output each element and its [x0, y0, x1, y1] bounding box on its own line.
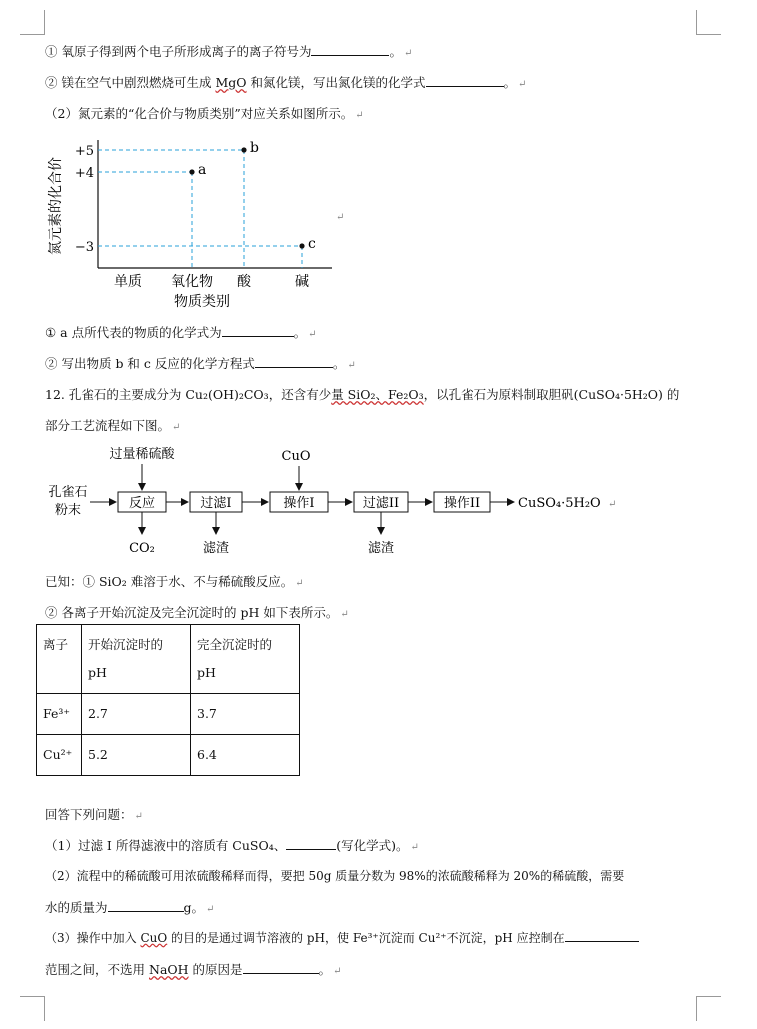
answer-blank[interactable] [255, 355, 333, 368]
table-cell: 3.7 [191, 694, 300, 735]
paragraph-mark-icon: ↵ [404, 48, 413, 59]
question-12-intro-2 [45, 416, 180, 434]
text: (写化学式)。 [336, 838, 409, 853]
paragraph-mark-icon: ↵ [608, 499, 617, 510]
answers-head [45, 805, 143, 823]
x-tick-label: 碱 [295, 274, 309, 290]
text: ② 各离子开始沉淀及完全沉淀时的 pH 如下表所示。 [45, 605, 339, 620]
text: 。 [318, 962, 332, 977]
paragraph-mark-icon: ↵ [336, 212, 345, 223]
y-axis-label: 氮元素的化合价 [48, 157, 64, 255]
table-cell: Cu²⁺ [37, 735, 82, 776]
text: （1）过滤 I 所得滤液中的溶质有 CuSO₄、 [45, 838, 287, 853]
known-line-1 [45, 572, 304, 590]
paragraph-mark-icon: ↵ [518, 79, 527, 90]
corner-mark-top-left [20, 10, 45, 35]
paragraph-mark-icon: ↵ [206, 904, 215, 915]
paragraph-mark-icon: ↵ [347, 360, 356, 371]
product-label: CuSO₄·5H₂O [518, 496, 601, 511]
point-label: b [250, 140, 259, 156]
text: 部分工艺流程如下图。 [45, 418, 171, 433]
paragraph-mark-icon: ↵ [134, 811, 143, 822]
paragraph-mark-icon: ↵ [340, 609, 349, 620]
reagent-label: CuO [281, 449, 311, 464]
text: 水的质量为 [45, 900, 108, 915]
box-label: 过滤II [362, 496, 400, 511]
answer-blank[interactable] [222, 324, 294, 337]
question-line-1 [45, 42, 412, 60]
table-header-row [37, 625, 300, 694]
text: （3）操作中加入 [45, 931, 137, 945]
box-label: 反应 [128, 496, 156, 511]
point-b [241, 147, 246, 152]
x-axis-label: 物质类别 [174, 294, 230, 310]
answer-line-3 [45, 898, 214, 916]
question-line-3 [45, 104, 364, 122]
y-tick-label: +4 [74, 166, 94, 181]
paragraph-mark-icon: ↵ [355, 110, 364, 121]
text: 。 [332, 356, 346, 371]
question-line-4 [45, 323, 317, 341]
table-cell: Fe³⁺ [37, 694, 82, 735]
x-tick-label: 酸 [237, 274, 251, 290]
box-label: 操作II [443, 496, 481, 511]
answer-blank[interactable] [311, 43, 389, 56]
x-tick-label: 氧化物 [171, 274, 213, 290]
text: 。 [293, 325, 307, 340]
answer-line-2 [45, 867, 624, 884]
output-label: 滤渣 [367, 541, 395, 556]
output-label: 滤渣 [202, 541, 230, 556]
point-c [299, 243, 304, 248]
text: 已知：① SiO₂ 难溶于水、不与稀硫酸反应。 [45, 574, 294, 589]
table-row [37, 694, 300, 735]
paragraph-mark-icon: ↵ [333, 966, 342, 977]
text: （2）氮元素的“化合价与物质类别”对应关系如图所示。 [45, 106, 354, 121]
valence-chart [40, 134, 340, 314]
ph-table [36, 624, 300, 776]
text: 和氮化镁，写出氮化镁的化学式 [250, 75, 426, 90]
x-tick-label: 单质 [114, 274, 142, 290]
text-cuo: CuO [140, 931, 168, 945]
reagent-label: 过量稀硫酸 [109, 447, 175, 462]
box-label: 过滤I [200, 496, 232, 511]
text: 12. 孔雀石的主要成分为 Cu₂(OH)₂CO₃，还含有少 [45, 387, 332, 402]
answer-blank[interactable] [108, 899, 184, 912]
paragraph-mark-icon: ↵ [172, 422, 181, 433]
y-tick-label: −3 [74, 240, 94, 255]
answer-blank[interactable] [286, 837, 336, 850]
y-tick-label: +5 [74, 144, 94, 159]
point-a [189, 169, 194, 174]
question-line-5 [45, 354, 356, 372]
answer-blank[interactable] [426, 74, 504, 87]
text: ① a 点所代表的物质的化学式为 [45, 325, 222, 340]
text: 。 [389, 44, 402, 59]
paragraph-mark-icon: ↵ [410, 842, 419, 853]
text: g。 [183, 900, 205, 915]
text: ② 写出物质 b 和 c 反应的化学方程式 [45, 356, 255, 371]
text: 量 SiO₂、Fe₂O₃ [331, 387, 424, 402]
answer-line-1 [45, 836, 419, 854]
question-line-2 [45, 73, 526, 91]
text: ① 氧原子得到两个电子所形成离子的离子符号为 [45, 44, 312, 59]
table-header-cell: 完全沉淀时的 pH [191, 625, 300, 694]
question-12-intro [45, 385, 679, 403]
text-naoh: NaOH [149, 962, 189, 977]
answer-line-4 [45, 929, 639, 946]
paragraph-mark-icon: ↵ [295, 578, 304, 589]
text: 范围之间，不选用 [45, 962, 146, 977]
text: （2）流程中的稀硫酸可用浓硫酸稀释而得，要把 50g 质量分数为 98%的浓硫酸稀释为 20%的稀硫酸，需要 [45, 869, 625, 883]
corner-mark-bottom-right [696, 996, 721, 1021]
paragraph-mark-icon: ↵ [308, 329, 317, 340]
known-line-2 [45, 603, 349, 621]
table-header-cell: 离子 [37, 625, 82, 694]
text: 的目的是通过调节溶液的 pH，使 Fe³⁺沉淀而 Cu²⁺不沉淀，pH 应控制在 [171, 931, 565, 945]
point-label: c [308, 236, 316, 252]
output-label: CO₂ [129, 541, 155, 556]
text: 回答下列问题： [45, 807, 133, 822]
corner-mark-top-right [696, 10, 721, 35]
text: 的原因是 [192, 962, 243, 977]
table-cell: 6.4 [191, 735, 300, 776]
text: ② 镁在空气中剧烈燃烧可生成 [45, 75, 212, 90]
table-cell: 2.7 [82, 694, 191, 735]
answer-blank[interactable] [243, 961, 319, 974]
answer-line-5 [45, 960, 341, 978]
answer-blank[interactable] [565, 929, 639, 942]
text: 。 [503, 75, 517, 90]
corner-mark-bottom-left [20, 996, 45, 1021]
point-label: a [198, 162, 207, 178]
text-mgo: MgO [215, 75, 247, 90]
input-label-2: 粉末 [54, 503, 82, 518]
process-flow-diagram [40, 442, 640, 562]
box-label: 操作I [283, 496, 315, 511]
text: ，以孔雀石为原料制取胆矾(CuSO₄·5H₂O) 的 [423, 387, 680, 402]
table-row [37, 735, 300, 776]
table-cell: 5.2 [82, 735, 191, 776]
input-label-1: 孔雀石 [48, 485, 88, 500]
table-header-cell: 开始沉淀时的 pH [82, 625, 191, 694]
